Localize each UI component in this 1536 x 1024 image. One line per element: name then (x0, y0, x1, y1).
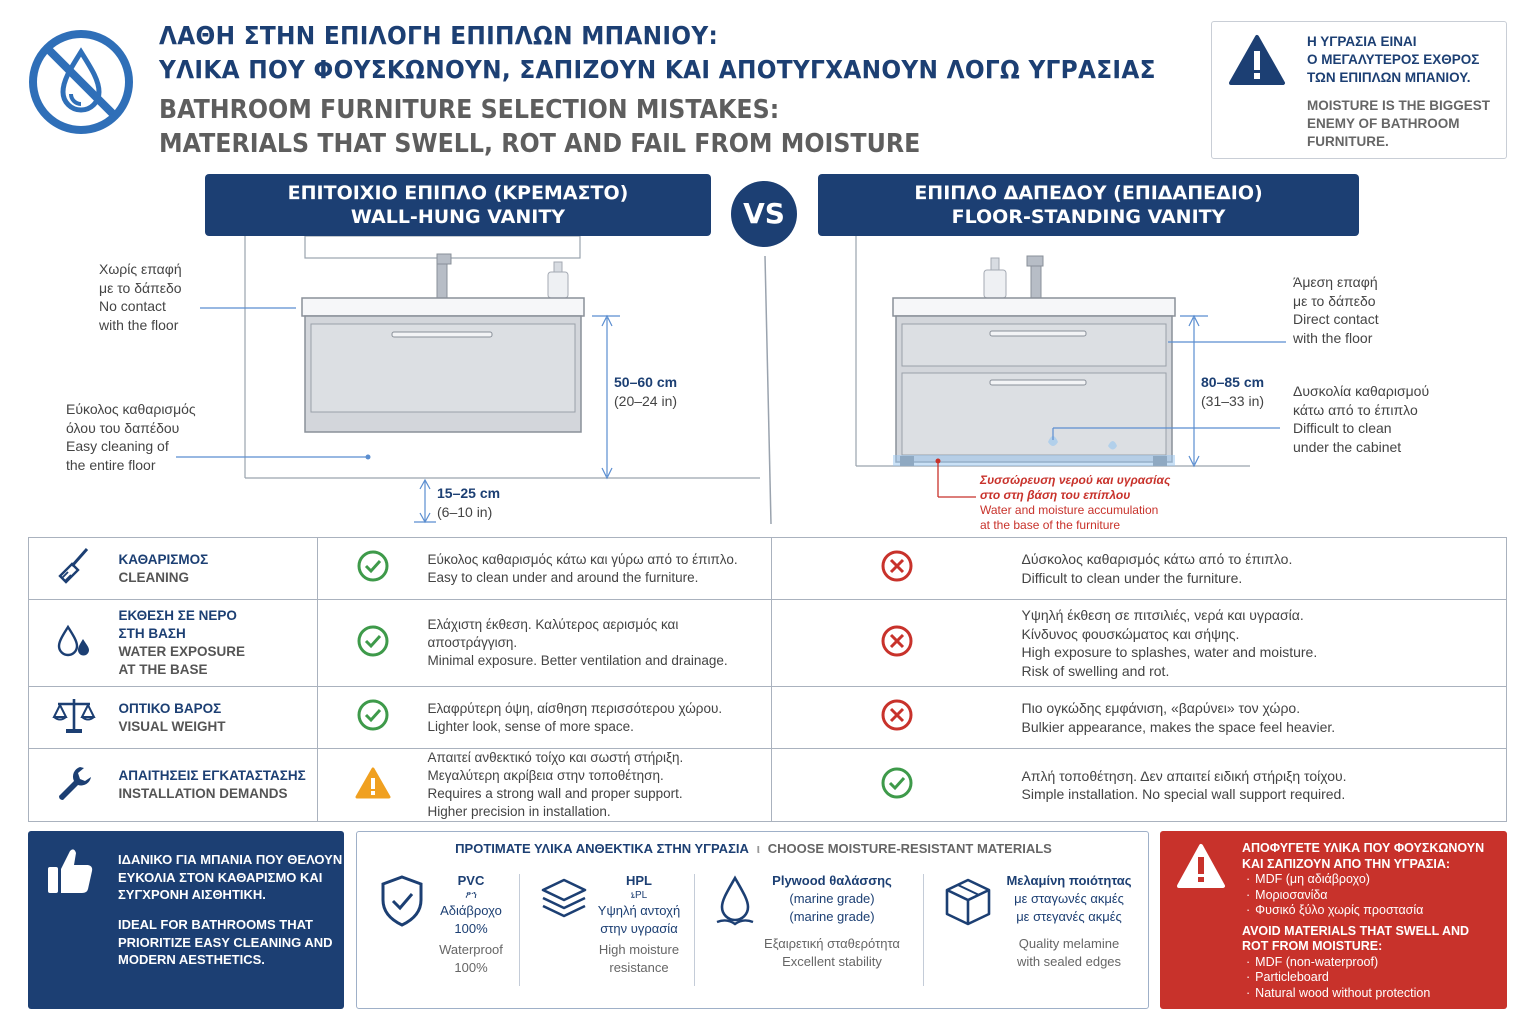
material-plywood (757, 872, 907, 971)
floor-standing-height-dimension (1201, 373, 1264, 410)
material-plywood-line-1: (marine grade) (789, 891, 875, 906)
no-water-drop-icon (27, 28, 135, 136)
wall-hung-gap-dimension (437, 484, 500, 521)
ideal-greek-3: ΣΥΓΧΡΟΝΗ ΑΙΣΘΗΤΙΚΗ. (118, 887, 266, 902)
comparison-row (29, 538, 1507, 600)
material-hpl-name: HPL (626, 873, 652, 888)
ideal-greek-2: ΕΥΚΟΛΙΑ ΣΤΟΝ ΚΑΘΑΡΙΣΜΟ ΚΑΙ (118, 869, 323, 885)
material-pvc-line-1: ፆኅ (465, 890, 477, 901)
wall-hung-gap-cm: 15–25 cm (437, 485, 501, 501)
material-melamine-english-2: with sealed edges (1016, 954, 1122, 969)
water-accumulation-note (980, 473, 1170, 533)
ideal-english-1: IDEAL FOR BATHROOMS THAT (118, 917, 313, 932)
floor-standing-row-text: Simple installation. No special wall support required. (1021, 786, 1346, 802)
avoid-english-item: · MDF (non-waterproof) (1246, 954, 1379, 969)
row-label-english: AT THE BASE (118, 662, 208, 677)
no-floor-contact-english-1: No contact (99, 298, 166, 314)
comparison-row (29, 600, 1507, 687)
cross-circle-icon (880, 719, 914, 736)
avoid-greek-2: ΚΑΙ ΣΑΠΙΖΟΥΝ ΑΠΟ ΤΗΝ ΥΓΡΑΣΙΑ: (1242, 856, 1451, 871)
easy-floor-cleaning-greek-1: Εύκολος καθαρισμός (66, 401, 196, 417)
floor-standing-height-in: (31–33 in) (1201, 392, 1265, 409)
material-melamine-line-1: με σταγωνές ακμές (1014, 891, 1124, 906)
avoid-english-item: · Natural wood without protection (1246, 985, 1431, 1000)
material-plywood-name: Plywood θαλάσσης (772, 873, 892, 888)
title-english-line-1: BATHROOM FURNITURE SELECTION MISTAKES: (159, 95, 780, 125)
material-pvc (429, 872, 513, 977)
wall-hung-gap-in: (6–10 in) (437, 503, 493, 520)
floor-standing-row-text: High exposure to splashes, water and moisture. (1021, 644, 1318, 660)
warning-triangle-orange-icon (355, 786, 391, 803)
floor-standing-height-cm: 80–85 cm (1201, 374, 1265, 390)
water-accumulation-greek-2: στο στη βάση του επίπλου (980, 488, 1131, 502)
broom-icon (54, 573, 94, 590)
material-melamine-line-2: με στεγανές ακμές (1016, 909, 1122, 924)
material-hpl-english-2: resistance (609, 960, 669, 975)
direct-floor-contact-greek-2: με το δάπεδο (1293, 292, 1376, 309)
wall-hung-row-text: Easy to clean under and around the furniture. (427, 569, 699, 585)
balance-scale-icon (52, 722, 96, 739)
wall-hung-row-text: Ελαφρύτερη όψη, αίσθηση περισσότερου χώρου. (427, 700, 723, 716)
cross-circle-icon (880, 645, 914, 662)
hard-cleaning-note (1293, 382, 1429, 456)
material-pvc-line-2: Αδιάβροχο (440, 903, 502, 918)
avoid-greek-1: ΑΠΟΦΥΓΕΤΕ ΥΛΙΚΑ ΠΟΥ ΦΟΥΣΚΩΝΟΥΝ (1242, 841, 1485, 855)
materials-title-greek: ΠΡΟΤΙΜΑΤΕ ΥΛΙΚΑ ΑΝΘΕΚΤΙΚΑ ΣΤΗΝ ΥΓΡΑΣΙΑ (455, 841, 749, 856)
wall-hung-row-text: Minimal exposure. Better ventilation and drainage. (427, 653, 728, 668)
hard-cleaning-english-1: Difficult to clean (1293, 420, 1392, 436)
avoid-greek-item: · Μοριοσανίδα (1246, 887, 1328, 902)
materials-title-english: CHOOSE MOISTURE-RESISTANT MATERIALS (767, 841, 1052, 856)
material-melamine-name: Μελαμίνη ποιότητας (1006, 873, 1132, 888)
ideal-for-box (28, 831, 344, 1009)
wall-hung-height-cm: 50–60 cm (614, 374, 678, 390)
shield-check-icon (379, 874, 425, 928)
wall-hung-row-text: Ελάχιστη έκθεση. Καλύτερος αερισμός και αποστράγγιση. (427, 617, 679, 650)
direct-floor-contact-english-2: with the floor (1293, 329, 1373, 346)
thumbs-up-icon (46, 845, 94, 897)
title-english-line-2: MATERIALS THAT SWELL, ROT AND FAIL FROM MOISTURE (159, 129, 921, 159)
header-logo (27, 28, 135, 136)
wall-hung-banner (205, 174, 711, 236)
hard-cleaning-greek-2: κάτω από το έπιπλο (1293, 401, 1418, 418)
warning-english-3: FURNITURE. (1307, 134, 1389, 149)
material-plywood-english-1: Εξαιρετική σταθερότητα (764, 936, 900, 951)
avoid-greek-item: · Φυσικό ξύλο χωρίς προστασία (1246, 903, 1424, 917)
check-circle-icon (356, 570, 390, 587)
comparison-table (28, 537, 1507, 822)
easy-floor-cleaning-note (66, 400, 196, 474)
material-hpl-line-1: ኒPL (630, 890, 648, 901)
ideal-english-3: MODERN AESTHETICS. (118, 952, 265, 967)
recommended-materials-box (356, 831, 1149, 1009)
warning-greek-1: Η ΥΓΡΑΣΙΑ ΕΙΝΑΙ (1307, 34, 1417, 49)
wrench-icon (54, 790, 94, 807)
direct-floor-contact-english-1: Direct contact (1293, 311, 1379, 327)
direct-floor-contact-greek-1: Άμεση επαφή (1293, 274, 1378, 290)
floor-standing-row-text: Risk of swelling and rot. (1021, 662, 1170, 679)
warning-english-2: ENEMY OF BATHROOM (1307, 116, 1460, 131)
comparison-row (29, 687, 1507, 749)
wall-hung-row-text: Εύκολος καθαρισμός κάτω και γύρω από το έπιπλο. (427, 551, 738, 567)
moisture-warning-box (1211, 21, 1507, 159)
materials-title-separator: ι (756, 841, 761, 856)
check-circle-icon (880, 787, 914, 804)
avoid-greek-item: · MDF (μη αδιάβροχο) (1246, 872, 1370, 886)
wall-hung-height-in: (20–24 in) (614, 392, 678, 409)
warning-greek-3: ΤΩΝ ΕΠΙΠΛΩΝ ΜΠΑΝΙΟΥ. (1307, 70, 1471, 85)
vs-badge: VS (731, 181, 797, 247)
avoid-materials-box (1160, 831, 1507, 1009)
layers-icon (539, 876, 589, 926)
hard-cleaning-english-2: under the cabinet (1293, 438, 1402, 455)
row-label-greek: ΑΠΑΙΤΗΣΕΙΣ ΕΓΚΑΤΑΣΤΑΣΗΣ (118, 768, 306, 783)
direct-floor-contact-note (1293, 273, 1379, 347)
floor-standing-row-text: Πιο ογκώδης εμφάνιση, «βαρύνει» τον χώρο. (1021, 700, 1301, 716)
row-label-greek: ΕΚΘΕΣΗ ΣΕ ΝΕΡΟ (118, 608, 237, 623)
no-floor-contact-greek-2: με το δάπεδο (99, 279, 182, 296)
floor-standing-banner (818, 174, 1359, 236)
row-label-greek: ΚΑΘΑΡΙΣΜΟΣ (118, 551, 209, 567)
floor-standing-row-text: Κίνδυνος φουσκώματος και σήψης. (1021, 625, 1240, 642)
floor-standing-row-text: Difficult to clean under the furniture. (1021, 569, 1243, 586)
row-label-greek: ΟΠΤΙΚΟ ΒΑΡΟΣ (118, 700, 222, 716)
wall-hung-banner-greek: ΕΠΙΤΟΙΧΙΟ ΕΠΙΠΛΟ (ΚΡΕΜΑΣΤΟ) (287, 182, 629, 204)
ideal-english-2: PRIORITIZE EASY CLEANING AND (118, 934, 333, 950)
warning-english-1: MOISTURE IS THE BIGGEST (1307, 98, 1491, 113)
wall-hung-row-text: Lighter look, sense of more space. (427, 718, 634, 734)
check-circle-icon (356, 645, 390, 662)
avoid-english-1: AVOID MATERIALS THAT SWELL AND (1242, 923, 1470, 938)
warning-greek-2: Ο ΜΕΓΑΛΥΤΕΡΟΣ ΕΧΘΡΟΣ (1307, 52, 1480, 67)
no-floor-contact-note (99, 260, 182, 334)
floor-standing-row-text: Απλή τοποθέτηση. Δεν απαιτεί ειδική στήριξη τοίχου. (1021, 767, 1347, 784)
material-pvc-english-2: 100% (454, 960, 488, 975)
floor-standing-row-text: Δύσκολος καθαρισμός κάτω από το έπιπλο. (1021, 551, 1293, 567)
material-melamine (997, 872, 1141, 971)
material-hpl (591, 872, 687, 977)
hard-cleaning-greek-1: Δυσκολία καθαρισμού (1293, 383, 1430, 399)
title-greek-line-2: ΥΛΙΚΑ ΠΟΥ ΦΟΥΣΚΩΝΟΥΝ, ΣΑΠΙΖΟΥΝ ΚΑΙ ΑΠΟΤΥΓΧΑΝΟΥΝ ΛΟΓΩ ΥΓΡΑΣΙΑΣ (159, 55, 1156, 84)
material-hpl-line-2: Υψηλή αντοχή (597, 903, 681, 918)
material-plywood-line-2: (marine grade) (789, 909, 875, 924)
material-pvc-line-3: 100% (454, 921, 488, 936)
floor-standing-row-text: Bulkier appearance, makes the space feel heavier. (1021, 718, 1336, 735)
water-accumulation-english-2: at the base of the furniture (980, 518, 1121, 532)
warning-triangle-white-icon (1176, 843, 1226, 889)
box-icon (943, 876, 993, 928)
floor-standing-vanity-drawing (856, 236, 1286, 497)
material-melamine-english-1: Quality melamine (1018, 936, 1120, 951)
easy-floor-cleaning-english-1: Easy cleaning of (66, 438, 169, 454)
row-label-english: WATER EXPOSURE (118, 644, 246, 659)
material-hpl-line-3: στην υγρασία (600, 921, 678, 936)
water-drops-icon (54, 648, 94, 665)
drop-hand-icon (713, 874, 757, 930)
row-label-english: VISUAL WEIGHT (118, 718, 226, 734)
floor-standing-banner-greek: ΕΠΙΠΛΟ ΔΑΠΕΔΟΥ (ΕΠΙΔΑΠΕΔΙΟ) (914, 182, 1263, 204)
wall-hung-row-text: Μεγαλύτερη ακρίβεια στην τοποθέτηση. (427, 768, 664, 783)
wall-hung-row-text: Απαιτεί ανθεκτικό τοίχο και σωστή στήριξη. (427, 750, 684, 765)
easy-floor-cleaning-english-2: the entire floor (66, 456, 156, 473)
comparison-row (29, 749, 1507, 822)
easy-floor-cleaning-greek-2: όλου του δαπέδου (66, 419, 180, 436)
material-pvc-name: PVC (457, 873, 485, 888)
row-label-greek: ΣΤΗ ΒΑΣΗ (118, 626, 186, 641)
avoid-english-item: · Particleboard (1246, 970, 1329, 984)
row-label-english: CLEANING (118, 569, 189, 585)
floor-standing-banner-english: FLOOR-STANDING VANITY (951, 206, 1226, 228)
cross-circle-icon (880, 570, 914, 587)
material-pvc-english-1: Waterproof (439, 942, 503, 957)
ideal-greek-1: ΙΔΑΝΙΚΟ ΓΙΑ ΜΠΑΝΙΑ ΠΟΥ ΘΕΛΟΥΝ (118, 852, 343, 867)
wall-hung-row-text: Higher precision in installation. (427, 804, 611, 819)
title-greek-line-1: ΛΑΘΗ ΣΤΗΝ ΕΠΙΛΟΓΗ ΕΠΙΠΛΩΝ ΜΠΑΝΙΟΥ: (159, 21, 719, 50)
check-circle-icon (356, 719, 390, 736)
material-hpl-english-1: High moisture (598, 942, 680, 957)
row-label-english: INSTALLATION DEMANDS (118, 786, 288, 801)
wall-hung-banner-english: WALL-HUNG VANITY (350, 206, 566, 228)
water-accumulation-english-1: Water and moisture accumulation (980, 503, 1159, 517)
warning-triangle-icon (1228, 34, 1286, 86)
avoid-english-2: ROT FROM MOISTURE: (1242, 939, 1383, 953)
floor-standing-row-text: Υψηλή έκθεση σε πιτσιλιές, νερά και υγρασία. (1021, 607, 1304, 623)
wall-hung-height-dimension (614, 373, 677, 410)
wall-hung-row-text: Requires a strong wall and proper support. (427, 786, 683, 801)
no-floor-contact-greek-1: Χωρίς επαφή (99, 261, 182, 277)
material-plywood-english-2: Excellent stability (782, 954, 882, 969)
water-accumulation-greek-1: Συσσώρευση νερού και υγρασίας (980, 473, 1171, 487)
no-floor-contact-english-2: with the floor (99, 316, 179, 333)
